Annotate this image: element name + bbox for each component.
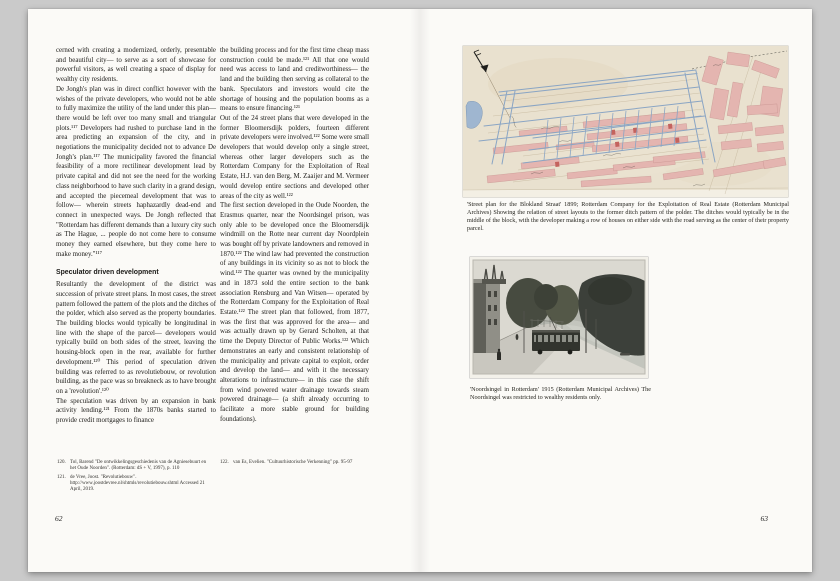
figure1-caption: 'Street plan for the Blokland Straat' 1899; Rotterdam Company for the Exploitation of Real Estate (Rotterdam Municipal Archives) Showing the relation of street layouts to the former ditch pattern of the polder. The ditches would typically be in the middle of the block, with the developer making a row of houses on either side with the road serving as the center of their property parcel. (467, 201, 789, 232)
body-paragraph: Out of the 24 street plans that were developed in the former Bloomersdijk polders, fourteen different private developers were involved.¹²² Some were small developers that would develop only a single street, whereas other larger developers such as the Rotterdam Company for the Exploitation of Real Estate, H.J. van den Berg, M. Zaaijer and M. Vermeer would develop entire sections and developed other areas of the city as well.¹²² (220, 114, 369, 200)
footnote (220, 460, 372, 466)
footnotes-column-2 (220, 460, 372, 469)
body-paragraph: Resultantly the development of the district was succession of private street plans. In most cases, the street pattern followed the pattern of the plots and the ditches of the polder, which also served as the property boundaries. The building blocks would typically be longitudinal in line with the shape of the parcel— developers would typically build on both sides of the street, leaving the housing-block open in the rear, available for further development.¹²⁰ This period of speculation driven building was referred to as revolutiebouw, or revolution building, as the pace was so breakneck as to have brought on a 'revolution'.¹²⁰ (56, 281, 216, 395)
footnote-text: van Es, Evelien. "Cultuurhistorische Verkenning" pp. 95-97 (233, 460, 353, 465)
section-heading: Speculator driven development (56, 269, 159, 277)
footnote-text: de Vree, Joost. "Revolutiebouw". http://www.joostdevree.nl/shtmls/revolutiebouw.shtml Accessed 21 April, 2019. (70, 475, 205, 493)
text-column-2 (220, 46, 369, 424)
body-paragraph: The first section developed in the Oude Noorden, the Erasmus quarter, near the Noordsingel prison, was only able to be developed once the Bloomersdijk windmill on the Rotte near current day Noordplein was bought off by private landowners and removed in 1870.¹²² The wind law had prevented the construction of any buildings in its vicinity so as not to block the wind.¹²² The quarter was owned by the municipality and in 1873 sold the entire section to the bank association Rensburg and Van Witsen— operated by the Rotterdam Company for the Exploitation of Real Estate.¹²² The street plan that followed, from 1877, was the first that was approved for the area— and was actually drawn up by Gerard Scholten, at that time the Deputy Director of Public Works.¹²² Which demonstrates an early and consistent relationship of the municipality and private capital to exploit, order and develop the land— and with it the necessary alterations to infrastructure— in this case the shift from wind powered water drainage towards steam powered drainage— (a shift already occurring to facilitate a more stable ground for building foundations). (220, 202, 369, 423)
page-left (28, 9, 420, 572)
footnote (57, 460, 209, 472)
page-right (420, 9, 812, 572)
footnote (57, 475, 209, 493)
footnote-number: 121. (57, 475, 66, 481)
page-number-left: 62 (55, 514, 63, 523)
body-paragraph: De Jongh's plan was in direct conflict however with the wishes of the private developers, who would not be able to fully maximize the utility of the land under this plan— there would be left over too many small and triangular plots.¹¹⁷ Developers had rushed to purchase land in the area predicting an expansion of the city, and in negotiations the municipality decided not to advance De Jongh's plan.¹¹⁷ The municipality favored the financial feasibility of a more rectilinear development lead by private capital and did not see the need for the working class neighborhood to have such clarity in a grand design, and accepted the piecemeal development that was to follow— wherein streets haphazardly dead-end and connect in unexpected ways. De Jongh reflected that "Rotterdam has different demands than a luxury city such as The Hague, ... people do not come here to consume money they earned elsewhere, but they come here to make money."¹¹⁷ (56, 85, 216, 258)
footnote-text: Tol, Barend "De ontwikkelingsgeschiedenis van de Agniesebuurt en het Oude Noorden". (Rotterdam: dS + V, 1997), p. 110 (70, 460, 207, 472)
figure2-caption: 'Noordsingel in Rotterdam' 1915 (Rotterdam Municipal Archives) The Noordsingel was restricted to wealthy residents only. (470, 386, 651, 401)
footnote-number: 122. (220, 460, 229, 465)
noordsingel-photo-image (470, 257, 648, 378)
footnotes-column-1 (57, 460, 209, 496)
page-number-right: 63 (760, 514, 768, 523)
text-column-1 (56, 46, 216, 426)
body-paragraph: the building process and for the first time cheap mass construction could be made.¹²¹ All that one would need was access to land and creditworthiness— the land and the building then serving as collateral to the bank. Speculators and investors would cite the shortage of housing and the population booms as a means to ensure financing.¹²¹ (220, 47, 369, 113)
footnote-number: 120. (57, 460, 66, 465)
book-spread (28, 9, 812, 572)
body-paragraph: cerned with creating a modernized, orderly, presentable and beautiful city— to serve as a sort of showcase for powerful visitors, as well creating a space of display for wealthy city residents. (56, 47, 216, 84)
street-plan-map-image (463, 46, 788, 197)
body-paragraph: The speculation was driven by an expansion in bank activity lending.¹²¹ From the 1870s banks started to provide credit mortgages to finance (56, 397, 216, 425)
